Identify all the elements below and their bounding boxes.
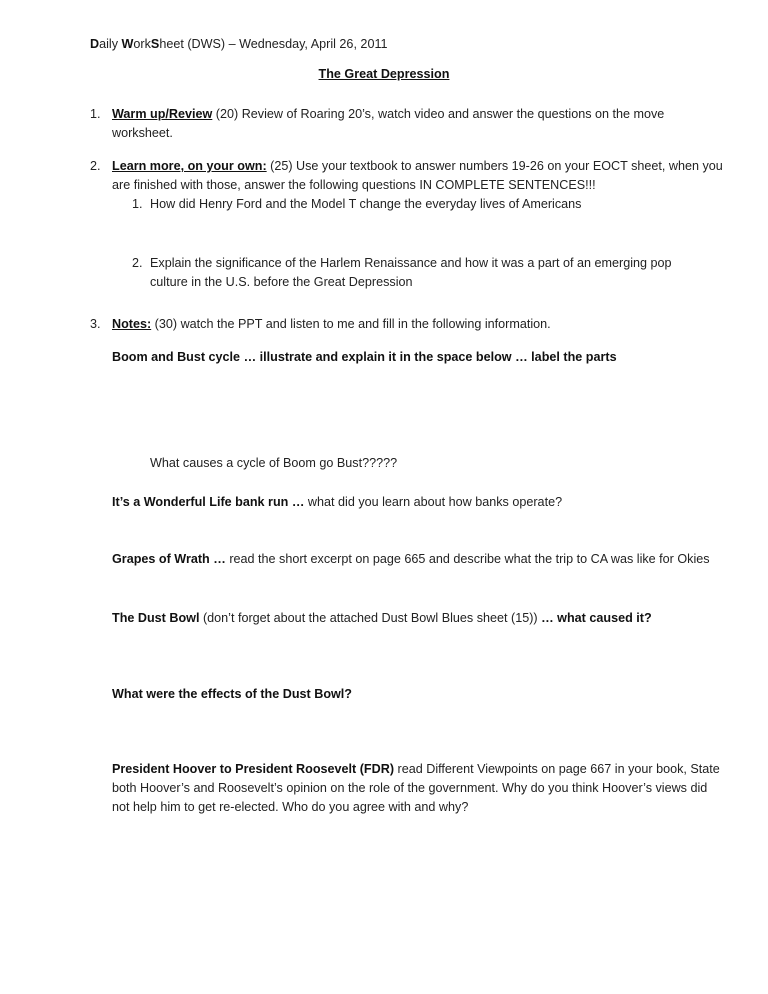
question-harlem-cont: culture in the U.S. before the Great Depression	[150, 275, 413, 289]
title-text: The Great Depression	[318, 67, 450, 81]
header-text: aily	[99, 37, 122, 51]
hoover-fdr-prompt-cont: both Hoover’s and Roosevelt’s opinion on the role of the government. Why do you think Hoover’s views did	[112, 781, 708, 795]
item-text: worksheet.	[112, 126, 173, 140]
subitem-number: 2.	[132, 256, 143, 270]
grapes-of-wrath-prompt: Grapes of Wrath … read the short excerpt on page 665 and describe what the trip to CA was like for Okies	[112, 552, 710, 566]
wonderful-life-prompt: It’s a Wonderful Life bank run … what did you learn about how banks operate?	[112, 495, 563, 509]
item-number: 2.	[90, 159, 101, 173]
boom-bust-heading: Boom and Bust cycle … illustrate and explain it in the space below … label the parts	[112, 350, 617, 364]
hoover-fdr-prompt: President Hoover to President Roosevelt (FDR) read Different Viewpoints on page 667 in your book, State	[112, 762, 720, 776]
hoover-fdr-prompt-cont: not help him to get re-elected. Who do you agree with and why?	[112, 800, 469, 814]
item-text: (30) watch the PPT and listen to me and fill in the following information.	[151, 317, 551, 331]
subitem-number: 1.	[132, 197, 143, 211]
page-title	[0, 65, 768, 83]
item-learn-more	[112, 157, 723, 175]
header-initial: S	[150, 37, 160, 51]
item-text: (20) Review of Roaring 20’s, watch video and answer the questions on the move	[212, 107, 665, 121]
item-text: are finished with those, answer the following questions IN COMPLETE SENTENCES!!!	[112, 178, 596, 192]
item-label: Learn more, on your own:	[112, 159, 267, 173]
header-text: ork	[133, 37, 151, 51]
item-text: (25) Use your textbook to answer numbers 19-26 on your EOCT sheet, when you	[266, 159, 723, 173]
item-warmup	[112, 105, 664, 123]
item-label: Warm up/Review	[112, 107, 213, 121]
document-header	[90, 35, 388, 53]
header-initial: W	[121, 37, 134, 51]
boom-bust-question: What causes a cycle of Boom go Bust?????	[150, 456, 398, 470]
dust-bowl-prompt: The Dust Bowl (don’t forget about the attached Dust Bowl Blues sheet (15)) … what caused it?	[112, 611, 652, 625]
item-notes	[112, 315, 551, 333]
question-henry-ford: How did Henry Ford and the Model T change the everyday lives of Americans	[150, 197, 582, 211]
item-number: 1.	[90, 107, 101, 121]
item-label: Notes:	[112, 317, 152, 331]
item-number: 3.	[90, 317, 101, 331]
dust-bowl-effects-prompt: What were the effects of the Dust Bowl?	[112, 687, 353, 701]
question-harlem: Explain the significance of the Harlem Renaissance and how it was a part of an emerging pop	[150, 256, 672, 270]
header-initial: D	[90, 37, 100, 51]
header-text: heet (DWS) – Wednesday, April 26, 2011	[159, 37, 388, 51]
